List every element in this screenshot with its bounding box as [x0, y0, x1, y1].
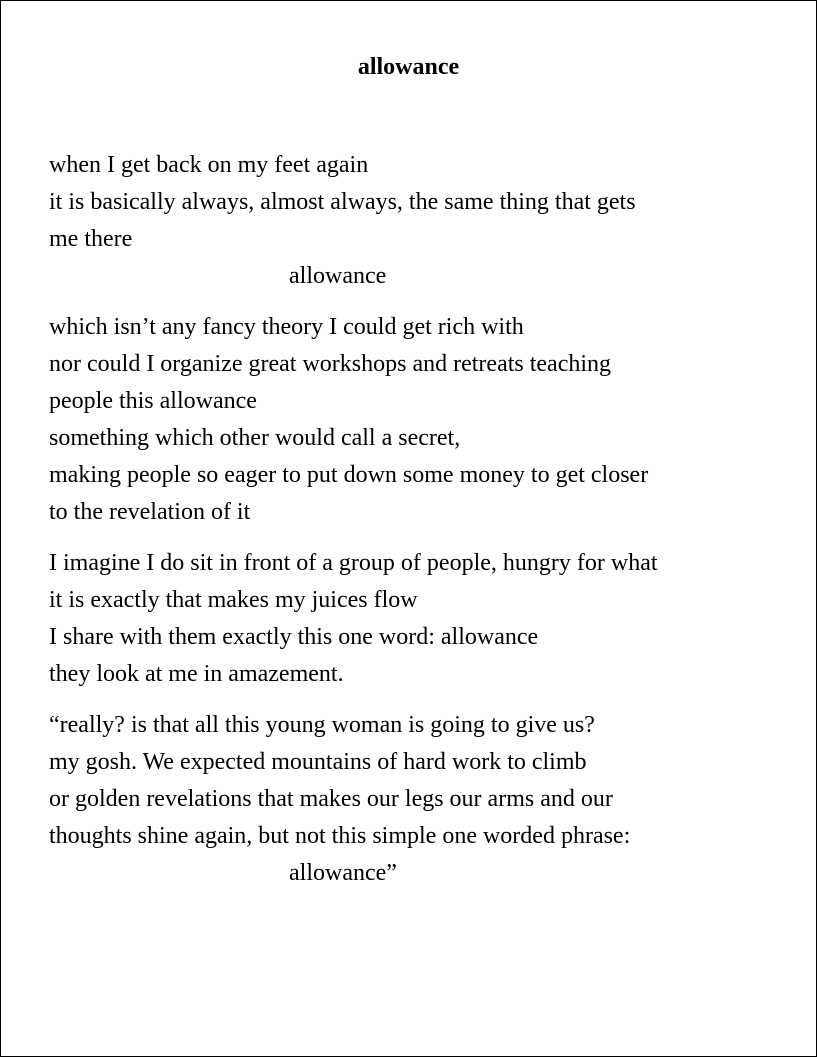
poem-line-indented: allowance”	[289, 860, 397, 886]
poem-line: to the revelation of it	[49, 499, 251, 525]
poem-line: people this allowance	[49, 388, 257, 414]
poem-title: allowance	[357, 54, 460, 80]
poem-line-indented: allowance	[289, 263, 387, 289]
stanza-4	[49, 707, 789, 892]
poem-line: nor could I organize great workshops and retreats teaching	[49, 351, 612, 377]
poem-line: I imagine I do sit in front of a group of people, hungry for what	[49, 550, 658, 576]
poem-line: it is exactly that makes my juices flow	[49, 587, 418, 613]
poem-line: they look at me in amazement.	[49, 661, 344, 687]
poem-line: me there	[49, 226, 133, 252]
poem-line: something which other would call a secret,	[49, 425, 461, 451]
poem-line: which isn’t any fancy theory I could get rich with	[49, 314, 524, 340]
poem-line: making people so eager to put down some money to get closer	[49, 462, 649, 488]
poem-line: it is basically always, almost always, the same thing that gets	[49, 189, 636, 215]
stanza-3	[49, 545, 789, 693]
stanza-1	[49, 147, 789, 295]
poem-body	[49, 147, 789, 906]
poem-line: when I get back on my feet again	[49, 152, 369, 178]
stanza-2	[49, 309, 789, 531]
poem-line: I share with them exactly this one word: allowance	[49, 624, 539, 650]
poem-line: “really? is that all this young woman is going to give us?	[49, 712, 595, 738]
poem-line: thoughts shine again, but not this simple one worded phrase:	[49, 823, 631, 849]
poem-line: or golden revelations that makes our legs our arms and our	[49, 786, 613, 812]
poem-line: my gosh. We expected mountains of hard work to climb	[49, 749, 587, 775]
